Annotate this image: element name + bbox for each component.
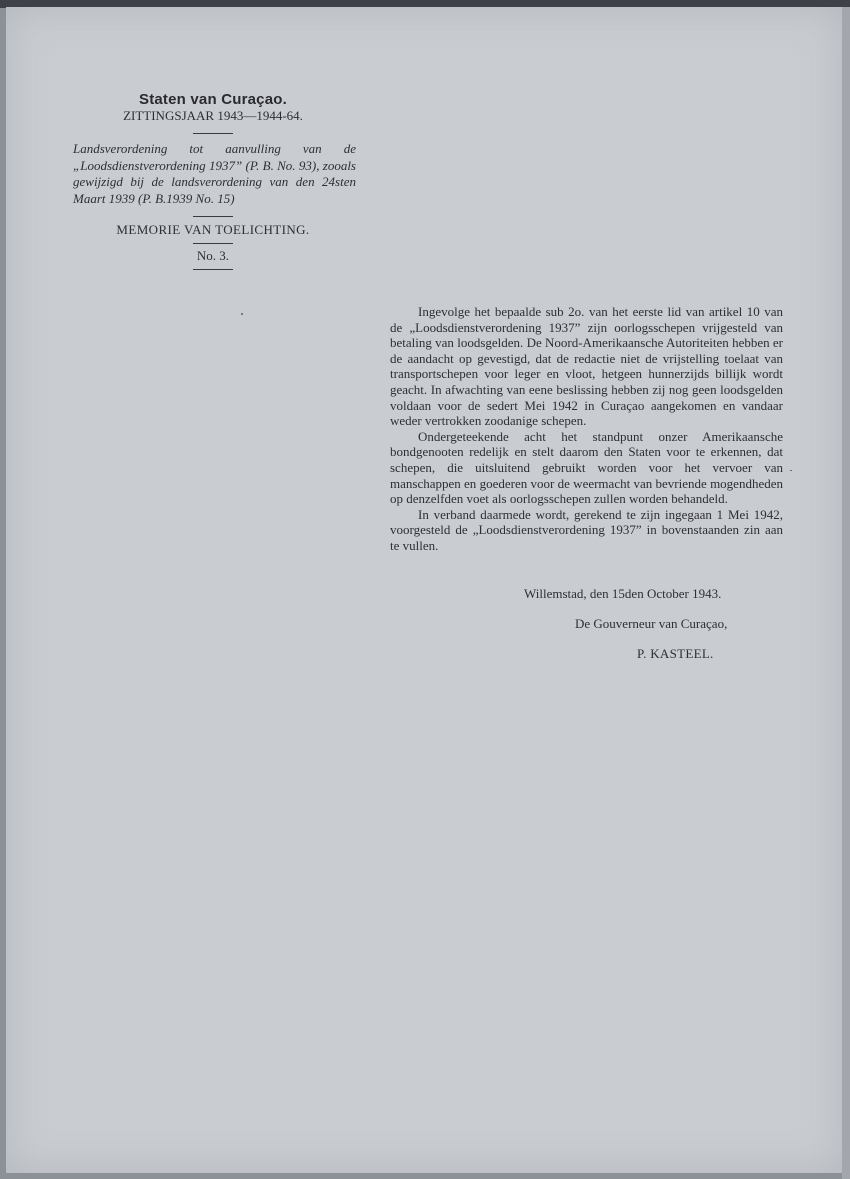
session-year: ZITTINGSJAAR 1943—1944-64. — [123, 108, 303, 123]
document-number: No. 3. — [196, 248, 230, 263]
body-paragraph: Ondergeteekende acht het standpunt onzer Amerikaansche bondgenooten redelijk en stelt daarom den Staten voor te erkennen, dat schepen, die uitsluitend gebruikt worden voor het vervoer van manschappen en goederen voor de weermacht van bevriende mogendheden op denzelfden voet als oorlogsschepen zullen worden behandeld. — [390, 428, 783, 507]
paper-speck — [241, 313, 243, 315]
signature-name: P. KASTEEL. — [637, 646, 714, 661]
body-paragraph: In verband daarmede wordt, gerekend te zijn ingegaan 1 Mei 1942, voorgesteld de „Loodsdienstverordening 1937” in bovenstaanden zin aan te vullen. — [390, 506, 783, 553]
scanner-right-edge — [842, 7, 850, 1179]
memo-title: MEMORIE VAN TOELICHTING. — [116, 222, 310, 237]
body-paragraph: Ingevolge het bepaalde sub 2o. van het eerste lid van artikel 10 van de „Loodsdienstverordening 1937” zijn oorlogsschepen vrijgesteld van betaling van loodsgelden. De Noord-Amerikaansche Autoriteiten hebben er de aandacht op gevestigd, dat de redactie niet de vrijstelling toelaat van transportschepen voor leger en vloot, hetgeen hunnerzijds billijk wordt geacht. In afwachting van eene beslissing hebben zij nog geen loodsgelden voldaan voor de sedert Mei 1942 in Curaçao aangekomen en vandaar weder vertrokken zoodanige schepen. — [390, 304, 783, 429]
signature-role: De Gouverneur van Curaçao, — [575, 616, 728, 631]
title-divider — [193, 243, 233, 244]
signature-place-date: Willemstad, den 15den October 1943. — [524, 586, 722, 601]
document-subject: Landsverordening tot aanvulling van de „Loodsdienstverordening 1937” (P. B. No. 93), zooals gewijzigd bij de landsverordening van den 24sten Maart 1939 (P. B.1939 No. 15) — [73, 141, 356, 206]
paper-speck — [790, 470, 792, 471]
document-header — [70, 92, 356, 270]
org-name: Staten van Curaçao. — [138, 91, 287, 108]
subject-divider — [193, 216, 233, 217]
document-body — [390, 304, 783, 554]
number-divider — [193, 269, 233, 270]
header-divider — [193, 133, 233, 134]
